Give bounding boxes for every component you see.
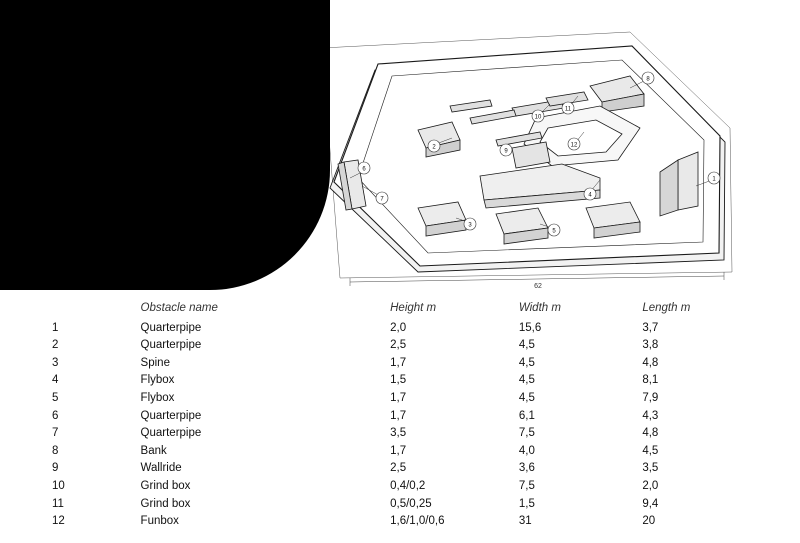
cell-index: 1	[52, 321, 59, 334]
cell-index: 8	[52, 444, 59, 457]
cell-width: 4,0	[518, 444, 535, 457]
table-row	[0, 320, 800, 338]
cell-index: 10	[52, 479, 65, 492]
cell-width: 1,5	[518, 497, 535, 510]
cell-name: Bank	[140, 444, 167, 457]
cell-width: 6,1	[518, 409, 535, 422]
cell-name: Quarterpipe	[140, 339, 202, 352]
cell-length: 4,8	[642, 427, 659, 440]
cell-index: 3	[52, 356, 59, 369]
table-row	[0, 337, 800, 355]
cell-length: 3,7	[642, 321, 659, 334]
cell-length: 2,0	[642, 479, 659, 492]
skatepark-isometric-drawing	[300, 10, 800, 295]
svg-text:8: 8	[646, 76, 650, 83]
cell-height: 0,4/0,2	[390, 479, 426, 492]
cell-height: 2,0	[390, 321, 407, 334]
cell-height: 1,6/1,0/0,6	[390, 515, 445, 528]
table-row	[0, 390, 800, 408]
table-row	[0, 513, 800, 531]
table-row	[0, 425, 800, 443]
cell-name: Funbox	[140, 515, 179, 528]
header-obstacle-name: Obstacle name	[140, 302, 218, 314]
cell-height: 0,5/0,25	[390, 497, 432, 510]
svg-text:4: 4	[588, 192, 592, 199]
cell-length: 9,4	[642, 497, 659, 510]
cell-name: Flybox	[140, 391, 175, 404]
header-length: Length m	[642, 302, 691, 314]
cell-height: 1,7	[390, 391, 407, 404]
cell-height: 1,5	[390, 374, 407, 387]
header-index	[0, 300, 141, 320]
cell-width: 4,5	[518, 374, 535, 387]
cell-height: 3,5	[390, 427, 407, 440]
svg-text:6: 6	[362, 166, 366, 173]
cell-index: 12	[52, 515, 65, 528]
table-row	[0, 443, 800, 461]
cell-length: 20	[642, 515, 656, 528]
cell-index: 11	[52, 497, 64, 510]
cell-index: 2	[52, 339, 59, 352]
cell-index: 9	[52, 462, 59, 475]
header-height: Height m	[390, 302, 437, 314]
obstacle-table	[0, 300, 800, 531]
cell-name: Quarterpipe	[140, 427, 202, 440]
cell-width: 4,5	[518, 356, 535, 369]
table-row	[0, 355, 800, 373]
cell-name: Quarterpipe	[140, 321, 202, 334]
cell-length: 3,5	[642, 462, 659, 475]
table-row	[0, 460, 800, 478]
cell-width: 15,6	[518, 321, 542, 334]
cell-width: 7,5	[518, 479, 535, 492]
cell-length: 4,8	[642, 356, 659, 369]
cell-width: 4,5	[518, 391, 535, 404]
cell-index: 6	[52, 409, 59, 422]
svg-text:11: 11	[564, 106, 572, 113]
svg-text:5: 5	[552, 228, 556, 235]
cell-length: 4,3	[642, 409, 659, 422]
cell-name: Wallride	[140, 462, 182, 475]
table-row	[0, 478, 800, 496]
cell-length: 7,9	[642, 391, 659, 404]
cell-length: 4,5	[642, 444, 659, 457]
table-row	[0, 408, 800, 426]
svg-text:9: 9	[504, 148, 508, 155]
info-panel	[0, 0, 330, 290]
cell-height: 1,7	[390, 409, 407, 422]
svg-text:2: 2	[432, 144, 436, 151]
svg-text:1: 1	[712, 176, 716, 183]
cell-name: Quarterpipe	[140, 409, 202, 422]
cell-name: Flybox	[140, 374, 175, 387]
cell-height: 1,7	[390, 444, 407, 457]
cell-name: Grind box	[140, 497, 191, 510]
cell-height: 2,5	[390, 462, 407, 475]
table-row	[0, 372, 800, 390]
cell-name: Spine	[140, 356, 170, 369]
header-width: Width m	[518, 302, 561, 314]
cell-length: 3,8	[642, 339, 659, 352]
svg-text:3: 3	[468, 222, 472, 229]
dimension-width-label: 62	[534, 283, 542, 290]
cell-index: 5	[52, 391, 59, 404]
table-header-row	[0, 300, 800, 320]
cell-length: 8,1	[642, 374, 659, 387]
cell-index: 7	[52, 427, 59, 440]
cell-width: 31	[518, 515, 532, 528]
svg-text:12: 12	[570, 142, 578, 149]
cell-height: 2,5	[390, 339, 407, 352]
cell-index: 4	[52, 374, 59, 387]
table-row	[0, 496, 800, 514]
cell-width: 3,6	[518, 462, 535, 475]
cell-width: 4,5	[518, 339, 535, 352]
svg-text:7: 7	[380, 196, 384, 203]
cell-height: 1,7	[390, 356, 407, 369]
cell-width: 7,5	[518, 427, 535, 440]
svg-text:10: 10	[534, 114, 542, 121]
cell-name: Grind box	[140, 479, 191, 492]
